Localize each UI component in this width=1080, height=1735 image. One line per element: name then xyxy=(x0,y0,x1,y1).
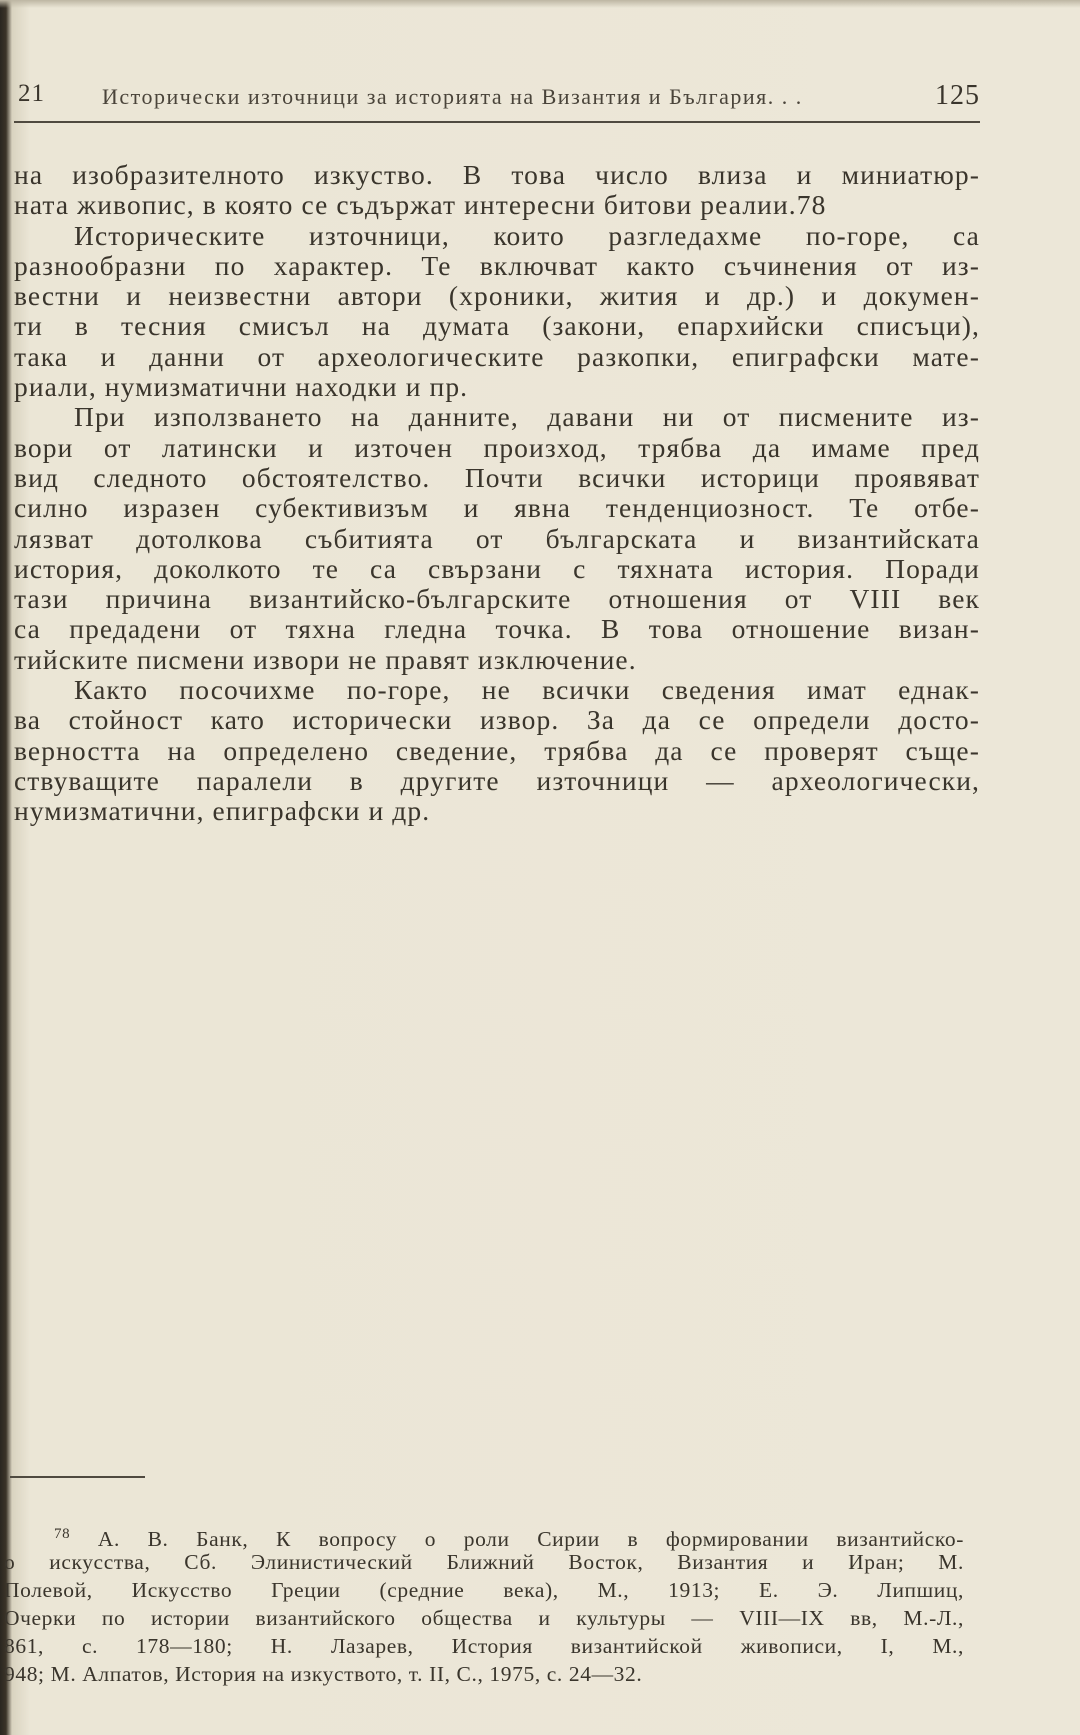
text-line: история, доколкото те са свързани с тяхната история. Поради xyxy=(14,552,980,584)
footnote-line: 948; М. Алпатов, История на изкуството, т. II, С., 1975, с. 24—32. xyxy=(4,1662,643,1686)
text-line: ва стойност като исторически извор. За да се определи досто- xyxy=(14,704,980,736)
text-line: така и данни от археологическите разкопки, епиграфски мате- xyxy=(14,340,980,372)
text-line: разнообразни по характер. Те включват както съчинения от из- xyxy=(14,249,980,281)
footnote-line xyxy=(4,1520,964,1552)
footnote-line: Очерки по истории византийского общества и культуры — VIII—IX вв, М.-Л., xyxy=(4,1606,964,1630)
text-line: лязват дотолкова събитията от българската и византийската xyxy=(14,522,980,554)
running-head-title: Исторически източници за историята на Византия и България. . . xyxy=(102,84,803,109)
text-line: ствуващите паралели в другите източници — археологически, xyxy=(14,764,980,796)
text-line: вестни и неизвестни автори (хроники, жития и др.) и докумен- xyxy=(14,280,980,312)
header-rule xyxy=(14,121,980,123)
footnote xyxy=(4,1520,964,1688)
body-text xyxy=(14,160,980,827)
footnote-marker: 78 xyxy=(54,1526,71,1542)
text-line: верността на определено сведение, трябва да се проверят съще- xyxy=(14,734,980,766)
text-line: са предадени от тяхна гледна точка. В това отношение визан- xyxy=(14,613,980,645)
text-line: тази причина византийско-българските отношения от VIII век xyxy=(14,583,980,615)
section-number: 21 xyxy=(18,80,45,107)
text-line: Както посочихме по-горе, не всички сведения имат еднак- xyxy=(74,674,980,706)
footnote-line: Полевой, Искусство Греции (средние века), М., 1913; Е. Э. Липшиц, xyxy=(4,1578,964,1602)
footnote-line: о искусства, Сб. Элинистический Ближний Восток, Византия и Иран; М. xyxy=(4,1550,964,1574)
text-line: вори от латински и източен произход, трябва да имаме пред xyxy=(14,431,980,463)
text-line: нумизматични, епиграфски и др. xyxy=(14,795,431,827)
text-line: ната живопис, в която се съдържат интересни битови реалии.78 xyxy=(14,189,827,221)
text-line: на изобразителното изкуство. В това число влиза и миниатюр- xyxy=(14,159,980,190)
text-line: Историческите източници, които разгледахме по-горе, са xyxy=(74,219,980,251)
footnote-line: 861, с. 178—180; Н. Лазарев, История византийской живописи, I, М., xyxy=(4,1634,964,1658)
footnote-rule xyxy=(10,1476,145,1478)
text-line: силно изразен субективизъм и явна тенденциозност. Те отбе- xyxy=(14,492,980,524)
footnote-text: А. В. Банк, К вопросу о роли Сирии в формировании византийско- xyxy=(97,1527,964,1552)
page-top-shadow xyxy=(0,0,1080,8)
text-line: ти в тесния смисъл на думата (закони, епархийски списъци), xyxy=(14,310,980,342)
text-line: вид следното обстоятелство. Почти всички историци проявяват xyxy=(14,461,980,493)
text-line: тийските писмени извори не правят изключение. xyxy=(14,643,637,675)
running-head xyxy=(14,80,980,120)
page-number: 125 xyxy=(935,80,980,111)
text-line: риали, нумизматични находки и пр. xyxy=(14,371,469,403)
text-line: При използването на данните, давани ни от писмените из- xyxy=(74,401,980,433)
